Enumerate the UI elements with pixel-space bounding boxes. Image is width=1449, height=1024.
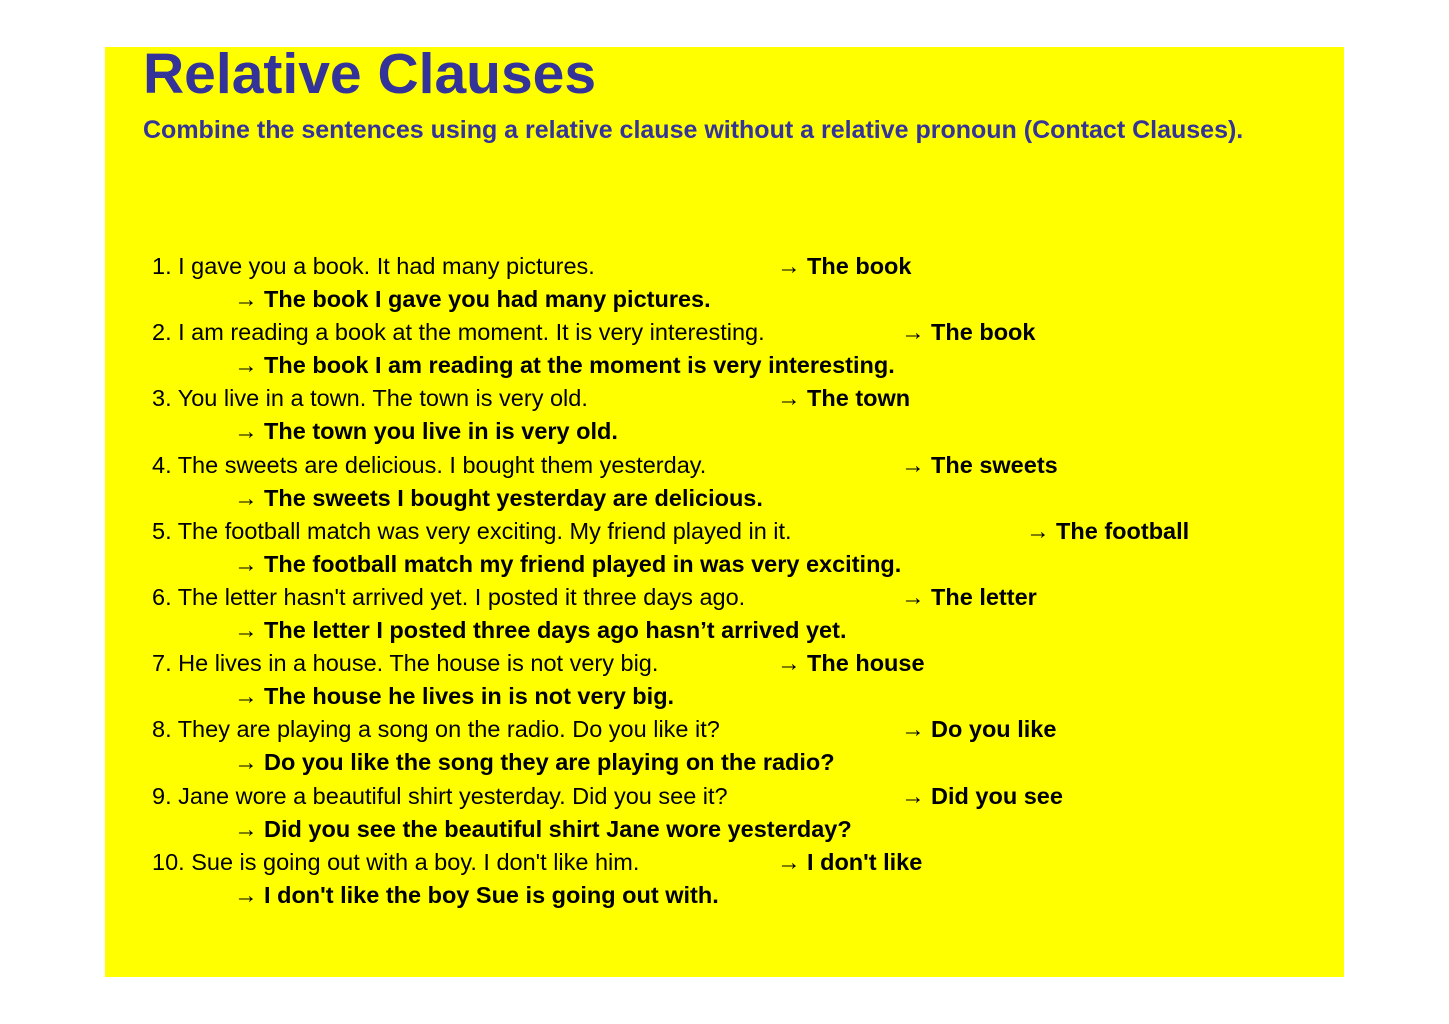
exercise-prompt: → The house	[777, 650, 925, 677]
exercise-answer: → The sweets I bought yesterday are delicious.	[234, 484, 763, 511]
exercise-answer: → The book I gave you had many pictures.	[234, 286, 711, 313]
exercise-answer: → I don't like the boy Sue is going out with.	[234, 881, 719, 908]
exercise-prompt: → Do you like	[901, 716, 1057, 743]
exercise-sentence: 1. I gave you a book. It had many pictures.	[152, 253, 595, 279]
exercise-answer: → The town you live in is very old.	[234, 418, 618, 445]
exercise-prompt: → The football	[1026, 517, 1190, 544]
exercise-sentence: 10. Sue is going out with a boy. I don't like him.	[152, 848, 640, 875]
exercise-answer: → The house he lives in is not very big.	[234, 683, 675, 710]
exercise-answer: → The letter I posted three days ago hasn’t arrived yet.	[234, 617, 847, 644]
exercise-sentence: 9. Jane wore a beautiful shirt yesterday. Did you see it?	[152, 782, 728, 809]
exercise-answer: → Did you see the beautiful shirt Jane wore yesterday?	[234, 815, 852, 842]
exercise-sentence: 5. The football match was very exciting. My friend played in it.	[152, 517, 792, 544]
exercise-answer: → The book I am reading at the moment is very interesting.	[234, 352, 895, 379]
exercise-prompt: → The town	[777, 385, 911, 412]
exercise-answer: → The football match my friend played in was very exciting.	[234, 550, 902, 577]
exercise-prompt: → The book	[901, 319, 1036, 346]
exercise-sentence: 4. The sweets are delicious. I bought them yesterday.	[152, 451, 707, 478]
exercise-prompt: → The sweets	[901, 451, 1058, 478]
exercise-sentence: 8. They are playing a song on the radio. Do you like it?	[152, 716, 720, 743]
exercise-prompt: → Did you see	[901, 782, 1063, 809]
exercise-sentence: 7. He lives in a house. The house is not very big.	[152, 650, 659, 677]
exercise-prompt: → I don't like	[777, 848, 923, 875]
exercise-sentence: 2. I am reading a book at the moment. It is very interesting.	[152, 319, 765, 346]
page-title: Relative Clauses	[143, 42, 597, 106]
instruction-text: Combine the sentences using a relative clause without a relative pronoun (Contact Clauses).	[143, 116, 1244, 144]
exercise-prompt: → The book	[777, 253, 912, 279]
exercise-answer: → Do you like the song they are playing on the radio?	[234, 749, 835, 776]
exercise-sentence: 6. The letter hasn't arrived yet. I posted it three days ago.	[152, 583, 746, 610]
exercise-prompt: → The letter	[901, 583, 1037, 610]
exercise-sentence: 3. You live in a town. The town is very old.	[152, 385, 588, 412]
